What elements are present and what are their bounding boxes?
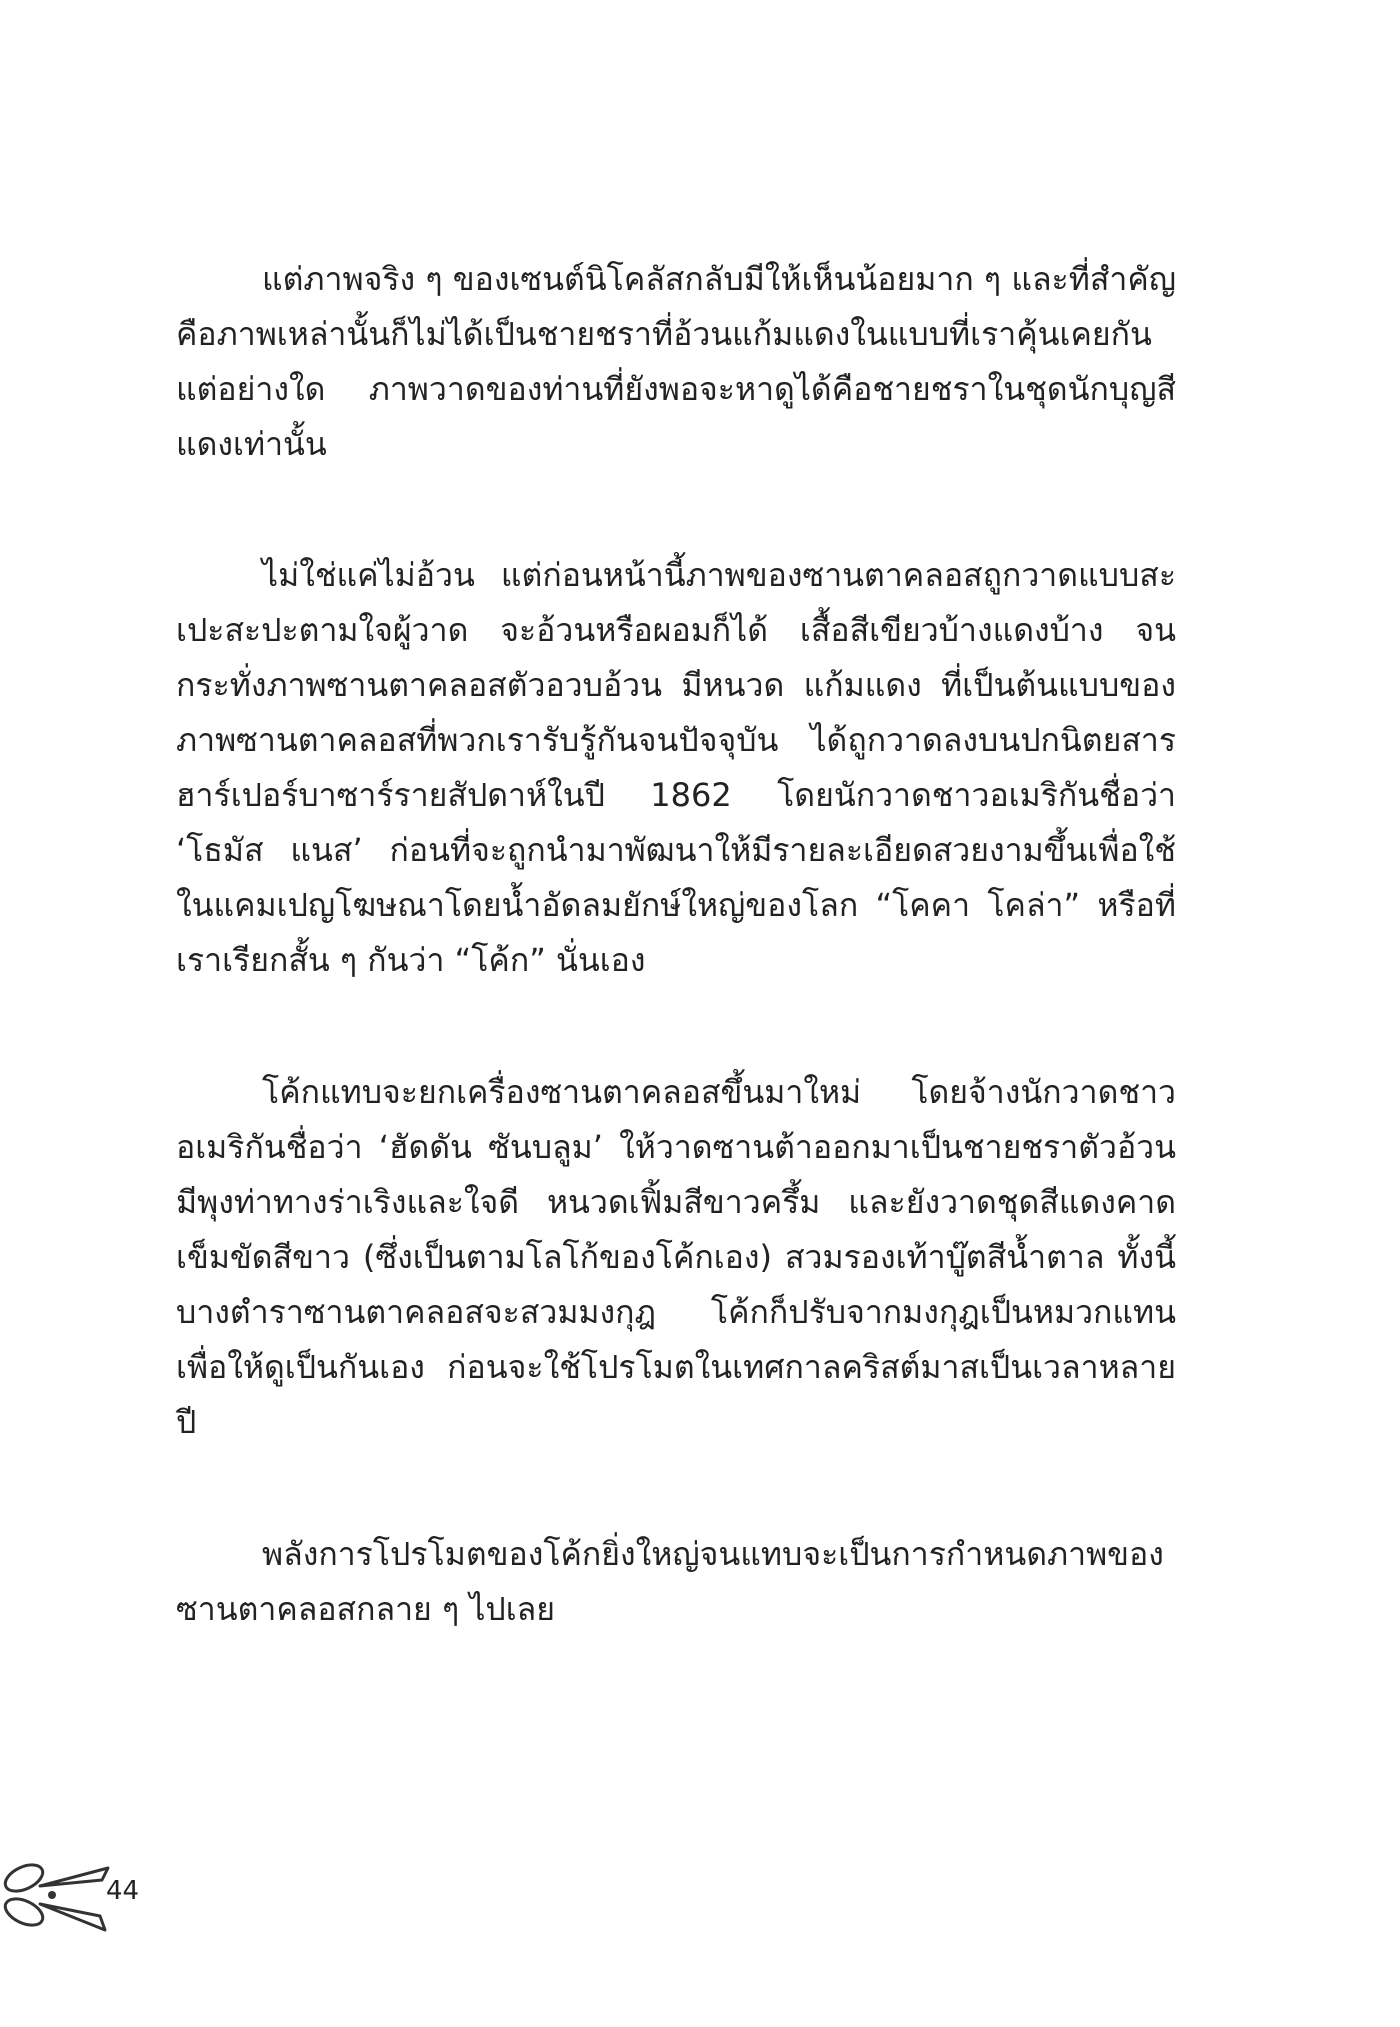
paragraph-4-text: พลังการโปรโมตของโค้กยิ่งใหญ่จนแทบจะเป็นการกำหนดภาพของซานตาคลอสกลาย ๆ ไปเลย bbox=[176, 1535, 1164, 1628]
paragraph-1 bbox=[176, 252, 1176, 472]
page-number: 44 bbox=[106, 1876, 140, 1906]
paragraph-2-text: ไม่ใช่แค่ไม่อ้วน แต่ก่อนหน้านี้ภาพของซานตาคลอสถูกวาดแบบสะเปะสะปะตามใจผู้วาด จะอ้วนหรือผอมก็ได้ เสื้อสีเขียวบ้างแดงบ้าง จนกระทั่งภาพซานตาคลอสตัวอวบอ้วน มีหนวด แก้มแดง ที่เป็นต้นแบบของภาพซานตาคลอสที่พวกเรารับรู้กันจนปัจจุบัน ได้ถูกวาดลงบนปกนิตยสารฮาร์เปอร์บาซาร์รายสัปดาห์ในปี 1862 โดยนักวาดชาวอเมริกันชื่อว่า ‘โธมัส แนส’ ก่อนที่จะถูกนำมาพัฒนาให้มีรายละเอียดสวยงามขึ้นเพื่อใช้ในแคมเปญโฆษณาโดยน้ำอัดลมยักษ์ใหญ่ของโลก “โคคา โคล่า” หรือที่เราเรียกสั้น ๆ กันว่า “โค้ก” นั่นเอง bbox=[176, 556, 1176, 979]
paragraph-3 bbox=[176, 1065, 1176, 1450]
paragraph-2 bbox=[176, 548, 1176, 988]
paragraph-4 bbox=[176, 1527, 1176, 1637]
paragraph-1-text: แต่ภาพจริง ๆ ของเซนต์นิโคลัสกลับมีให้เห็นน้อยมาก ๆ และที่สำคัญคือภาพเหล่านั้นก็ไม่ได้เป็นชายชราที่อ้วนแก้มแดงในแบบที่เราคุ้นเคยกันแต่อย่างใด ภาพวาดของท่านที่ยังพอจะหาดูได้คือชายชราในชุดนักบุญสีแดงเท่านั้น bbox=[176, 260, 1176, 463]
paragraph-3-text: โค้กแทบจะยกเครื่องซานตาคลอสขึ้นมาใหม่ โดยจ้างนักวาดชาวอเมริกันชื่อว่า ‘ฮัดดัน ซันบลูม’ ให้วาดซานต้าออกมาเป็นชายชราตัวอ้วน มีพุงท่าทางร่าเริงและใจดี หนวดเฟิ้มสีขาวครึ้ม และยังวาดชุดสีแดงคาดเข็มขัดสีขาว (ซึ่งเป็นตามโลโก้ของโค้กเอง) สวมรองเท้าบู๊ตสีน้ำตาล ทั้งนี้บางตำราซานตาคลอสจะสวมมงกุฎ โค้กก็ปรับจากมงกุฎเป็นหมวกแทน เพื่อให้ดูเป็นกันเอง ก่อนจะใช้โปรโมตในเทศกาลคริสต์มาสเป็นเวลาหลายปี bbox=[176, 1073, 1176, 1441]
